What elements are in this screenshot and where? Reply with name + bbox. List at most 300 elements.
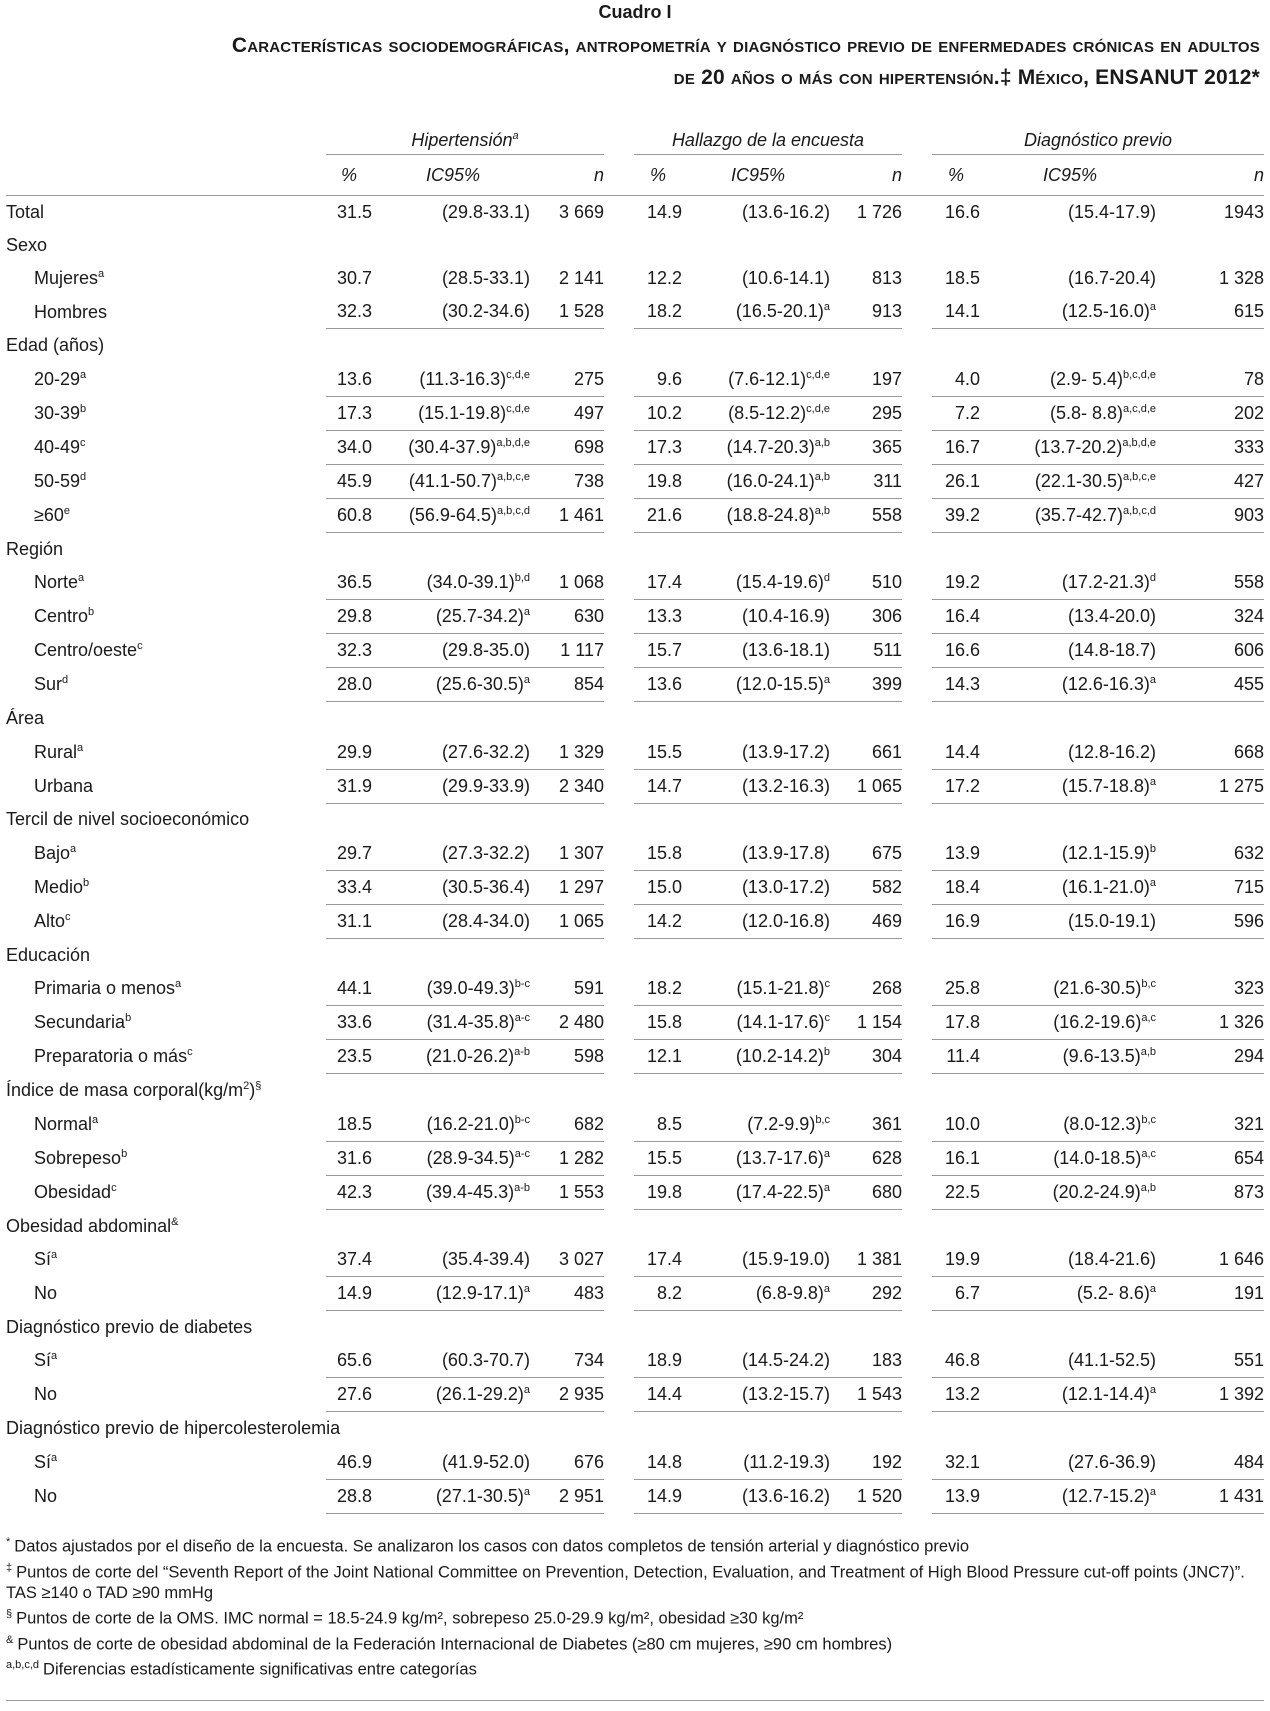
column-gap bbox=[604, 769, 634, 803]
cell-n: 304 bbox=[834, 1040, 902, 1074]
row-label: No bbox=[34, 1283, 58, 1304]
cell-ci: (16.7-20.4) bbox=[1067, 268, 1157, 289]
column-gap bbox=[604, 1108, 634, 1142]
column-gap bbox=[604, 1479, 634, 1513]
row-label: Urbana bbox=[34, 775, 94, 796]
cell-pct: 31.1 bbox=[326, 904, 372, 938]
cell-ci: (10.4-16.9) bbox=[682, 600, 834, 634]
cell-pct: 16.4 bbox=[932, 600, 980, 634]
row-label: Alto$^c$ bbox=[34, 911, 71, 932]
row-label: Obesidad$^c$ bbox=[34, 1181, 117, 1202]
row-label: Índice de masa $corporal(kg/m^2)^\S$ bbox=[6, 1080, 262, 1101]
cell-n: 715 bbox=[1160, 870, 1264, 904]
cell-ci: (28.5-33.1) bbox=[441, 268, 530, 289]
cell-ci: (13.2-15.7) bbox=[682, 1378, 834, 1412]
row-label: Secundaria$^b$ bbox=[34, 1012, 132, 1033]
cell-n: 2 935 bbox=[534, 1378, 604, 1412]
cell-pct: 12.1 bbox=[634, 1040, 682, 1074]
header-group-diagnostico: Diagnóstico previo bbox=[932, 126, 1264, 155]
header-pct-1: % bbox=[340, 164, 357, 185]
cell-ci: $(41.1-50.7)^{a,b,c,e}$ bbox=[372, 464, 534, 498]
cell-pct: 17.3 bbox=[634, 430, 682, 464]
column-gap bbox=[604, 736, 634, 770]
cell-ci: (13.9-17.8) bbox=[682, 837, 834, 871]
cell-ci: $(25.6-30.5)^a$ bbox=[372, 668, 534, 702]
cell-n: 295 bbox=[834, 396, 902, 430]
cell-pct: 44.1 bbox=[326, 972, 372, 1006]
table-body bbox=[6, 126, 1264, 1513]
cell-ci: $(56.9-64.5)^{a,b,c,d}$ bbox=[372, 498, 534, 532]
cell-pct: 11.4 bbox=[932, 1040, 980, 1074]
cell-pct: 29.9 bbox=[326, 736, 372, 770]
cell-n: 361 bbox=[834, 1108, 902, 1142]
column-gap bbox=[902, 769, 932, 803]
cell-pct: 33.4 bbox=[326, 870, 372, 904]
cell-n: 275 bbox=[534, 362, 604, 396]
cell-n: 306 bbox=[834, 600, 902, 634]
table-group-row bbox=[6, 803, 1264, 837]
column-gap bbox=[604, 634, 634, 668]
header-row-groups bbox=[6, 126, 1264, 155]
column-gap bbox=[604, 430, 634, 464]
cell-pct: 19.2 bbox=[932, 566, 980, 600]
cell-pct: 34.0 bbox=[326, 430, 372, 464]
group-filler bbox=[326, 532, 1264, 566]
cell-pct: 28.8 bbox=[326, 1479, 372, 1513]
cell-ci: (18.4-21.6) bbox=[980, 1243, 1160, 1277]
cell-pct: 29.7 bbox=[326, 837, 372, 871]
cell-pct: 18.9 bbox=[634, 1344, 682, 1378]
cell-ci: (12.8-16.2) bbox=[980, 736, 1160, 770]
cell-n: 854 bbox=[534, 668, 604, 702]
row-label: Diagnóstico previo de hipercolesterolemia bbox=[6, 1418, 341, 1439]
cell-pct: 6.7 bbox=[932, 1277, 980, 1311]
cell-n: 2 141 bbox=[558, 268, 604, 289]
column-gap bbox=[902, 668, 932, 702]
header-n-3: n bbox=[1254, 164, 1265, 185]
cell-n: 596 bbox=[1160, 904, 1264, 938]
cell-n: 1 326 bbox=[1160, 1006, 1264, 1040]
cell-pct: 13.2 bbox=[932, 1378, 980, 1412]
cell-pct: 14.9 bbox=[634, 196, 682, 230]
table-row bbox=[6, 196, 1264, 230]
cell-n: 483 bbox=[534, 1277, 604, 1311]
cell-n: 668 bbox=[1160, 736, 1264, 770]
column-gap bbox=[604, 1175, 634, 1209]
cell-ci: (13.0-17.2) bbox=[682, 870, 834, 904]
column-gap bbox=[902, 566, 932, 600]
cell-ci: $(12.0-15.5)^a$ bbox=[682, 668, 834, 702]
cell-n: 606 bbox=[1160, 634, 1264, 668]
header-n-2: n bbox=[892, 164, 903, 185]
row-label: $Sí^a$ bbox=[34, 1249, 58, 1270]
cell-ci: (29.8-35.0) bbox=[372, 634, 534, 668]
group-filler bbox=[326, 329, 1264, 363]
row-label: Hombres bbox=[34, 301, 108, 322]
cell-n: 591 bbox=[534, 972, 604, 1006]
cell-n: 202 bbox=[1160, 396, 1264, 430]
cell-n: 1 275 bbox=[1160, 769, 1264, 803]
cell-n: 680 bbox=[834, 1175, 902, 1209]
cell-n: 1 726 bbox=[834, 196, 902, 230]
cell-n: 1 068 bbox=[534, 566, 604, 600]
cell-pct: 14.4 bbox=[634, 1378, 682, 1412]
row-label: Total bbox=[6, 196, 326, 230]
row-label: No bbox=[34, 1384, 58, 1405]
cell-n: 654 bbox=[1160, 1141, 1264, 1175]
column-gap bbox=[902, 362, 932, 396]
table-group-row bbox=[6, 1209, 1264, 1243]
column-gap bbox=[902, 634, 932, 668]
cell-ci: $(26.1-29.2)^a$ bbox=[372, 1378, 534, 1412]
cell-ci: (30.5-36.4) bbox=[372, 870, 534, 904]
cell-pct: 26.1 bbox=[932, 464, 980, 498]
cell-n: 1 528 bbox=[534, 295, 604, 329]
cell-ci: (13.9-17.2) bbox=[682, 736, 834, 770]
cell-n: 1 381 bbox=[834, 1243, 902, 1277]
cell-ci: (15.9-19.0) bbox=[682, 1243, 834, 1277]
table-row bbox=[6, 600, 1264, 634]
cell-n: 1 646 bbox=[1160, 1243, 1264, 1277]
cell-n: 661 bbox=[834, 736, 902, 770]
cell-ci: $(13.7-17.6)^a$ bbox=[682, 1141, 834, 1175]
cell-ci: $(17.2-21.3)^d$ bbox=[980, 566, 1160, 600]
cell-n: 558 bbox=[1160, 566, 1264, 600]
header-pct-3: % bbox=[948, 164, 965, 185]
cell-pct: 18.2 bbox=[634, 972, 682, 1006]
footnote: § Puntos de corte de la OMS. IMC normal = 18.5-24.9 kg/m², sobrepeso 25.0-29.9 kg/m², obesidad ≥30 kg/m² bbox=[6, 1608, 804, 1628]
cell-ci: $(16.2-21.0)^{b-c}$ bbox=[372, 1108, 534, 1142]
cell-ci: $(15.7-18.8)^a$ bbox=[980, 769, 1160, 803]
table-caption: Cuadro I bbox=[598, 2, 672, 22]
cell-ci: $(12.1-14.4)^a$ bbox=[980, 1378, 1160, 1412]
column-gap bbox=[902, 1108, 932, 1142]
cell-n: 698 bbox=[534, 430, 604, 464]
cell-pct: 42.3 bbox=[326, 1175, 372, 1209]
cell-pct: 15.0 bbox=[634, 870, 682, 904]
cell-n: 455 bbox=[1160, 668, 1264, 702]
cell-pct: 32.3 bbox=[326, 295, 372, 329]
cell-n: 1 117 bbox=[534, 634, 604, 668]
table-row bbox=[6, 362, 1264, 396]
column-gap bbox=[902, 1378, 932, 1412]
cell-ci: $(12.5-16.0)^a$ bbox=[980, 295, 1160, 329]
group-filler bbox=[326, 1412, 1264, 1446]
column-gap bbox=[902, 1243, 932, 1277]
table-row bbox=[6, 870, 1264, 904]
cell-pct: 18.4 bbox=[932, 870, 980, 904]
header-ci-1: IC95% bbox=[425, 164, 481, 185]
table-title bbox=[20, 30, 1260, 94]
cell-pct: 8.2 bbox=[634, 1277, 682, 1311]
cell-pct: 15.8 bbox=[634, 837, 682, 871]
row-label: Área bbox=[6, 708, 45, 729]
group-filler bbox=[326, 939, 1264, 973]
table-row bbox=[6, 1344, 1264, 1378]
cell-pct: 21.6 bbox=[634, 498, 682, 532]
cell-n: 399 bbox=[834, 668, 902, 702]
column-gap bbox=[902, 1006, 932, 1040]
cell-ci: (41.1-52.5) bbox=[980, 1344, 1160, 1378]
cell-n: 676 bbox=[534, 1445, 604, 1479]
cell-n: 873 bbox=[1160, 1175, 1264, 1209]
cell-pct: 17.8 bbox=[932, 1006, 980, 1040]
column-gap bbox=[902, 464, 932, 498]
cell-n: 738 bbox=[534, 464, 604, 498]
cell-pct: 18.2 bbox=[634, 295, 682, 329]
column-gap bbox=[604, 498, 634, 532]
cell-ci: $(14.1-17.6)^c$ bbox=[682, 1006, 834, 1040]
column-gap bbox=[604, 196, 634, 230]
cell-n: 632 bbox=[1160, 837, 1264, 871]
cell-ci: $(12.7-15.2)^a$ bbox=[980, 1479, 1160, 1513]
row-label: Normal$^a$ bbox=[34, 1113, 99, 1134]
column-gap bbox=[604, 600, 634, 634]
cell-ci: (60.3-70.7) bbox=[372, 1344, 534, 1378]
cell-n: 598 bbox=[534, 1040, 604, 1074]
cell-ci: $(34.0-39.1)^{b,d}$ bbox=[372, 566, 534, 600]
cell-n: 292 bbox=[834, 1277, 902, 1311]
cell-n: 813 bbox=[871, 268, 903, 289]
row-label: Diagnóstico previo de diabetes bbox=[6, 1316, 253, 1337]
column-gap bbox=[604, 362, 634, 396]
cell-n: 1 431 bbox=[1160, 1479, 1264, 1513]
group-filler bbox=[326, 702, 1264, 736]
cell-n: 551 bbox=[1160, 1344, 1264, 1378]
table-row bbox=[6, 736, 1264, 770]
row-label: 50-59$^d$ bbox=[34, 470, 87, 491]
row-label: Centro/oeste$^c$ bbox=[34, 640, 143, 661]
table-row bbox=[6, 262, 1264, 295]
column-gap bbox=[902, 904, 932, 938]
column-gap bbox=[604, 870, 634, 904]
group-filler bbox=[326, 1311, 1264, 1345]
column-gap bbox=[604, 464, 634, 498]
column-gap bbox=[604, 1378, 634, 1412]
cell-ci: $(28.9-34.5)^{a-c}$ bbox=[372, 1141, 534, 1175]
cell-n: 630 bbox=[534, 600, 604, 634]
column-gap bbox=[604, 295, 634, 329]
footnote: & Puntos de corte de obesidad abdominal de la Federación Internacional de Diabetes (≥80 cm mujeres, ≥90 cm hombres) bbox=[6, 1633, 893, 1653]
column-gap bbox=[604, 1141, 634, 1175]
cell-n: 192 bbox=[834, 1445, 902, 1479]
cell-n: 913 bbox=[834, 295, 902, 329]
cell-ci: $(16.2-19.6)^{a,c}$ bbox=[980, 1006, 1160, 1040]
group-filler bbox=[326, 803, 1264, 837]
cell-n: 1 520 bbox=[834, 1479, 902, 1513]
column-gap bbox=[902, 498, 932, 532]
cell-ci: $(15.1-21.8)^c$ bbox=[682, 972, 834, 1006]
column-gap bbox=[604, 396, 634, 430]
table-group-row bbox=[6, 532, 1264, 566]
cell-ci: $(7.2-9.9)^{b,c}$ bbox=[682, 1108, 834, 1142]
column-gap bbox=[604, 262, 634, 295]
table-row bbox=[6, 837, 1264, 871]
cell-ci: $(7.6-12.1)^{c,d,e}$ bbox=[682, 362, 834, 396]
cell-n: 903 bbox=[1160, 498, 1264, 532]
cell-n: 1 392 bbox=[1160, 1378, 1264, 1412]
cell-pct: 9.6 bbox=[634, 362, 682, 396]
header-row-columns bbox=[6, 155, 1264, 196]
cell-ci: $(39.4-45.3)^{a-b}$ bbox=[372, 1175, 534, 1209]
column-gap bbox=[902, 1479, 932, 1513]
cell-n: 484 bbox=[1160, 1445, 1264, 1479]
group-filler bbox=[326, 229, 1264, 262]
cell-pct: 29.8 bbox=[326, 600, 372, 634]
cell-ci: (5.2- 8.6)$^a$ bbox=[980, 1277, 1160, 1311]
cell-ci: (28.4-34.0) bbox=[372, 904, 534, 938]
cell-pct: 8.5 bbox=[634, 1108, 682, 1142]
cell-pct: 14.7 bbox=[634, 769, 682, 803]
cell-pct: 33.6 bbox=[326, 1006, 372, 1040]
column-gap bbox=[604, 1344, 634, 1378]
header-ci-3: IC95% bbox=[1043, 164, 1098, 185]
cell-n: 1 065 bbox=[834, 769, 902, 803]
cell-pct: 32.3 bbox=[326, 634, 372, 668]
cell-pct: 17.4 bbox=[634, 1243, 682, 1277]
cell-pct: 13.3 bbox=[634, 600, 682, 634]
cell-n: 1 553 bbox=[534, 1175, 604, 1209]
cell-n: 323 bbox=[1160, 972, 1264, 1006]
cell-pct: 15.5 bbox=[634, 736, 682, 770]
cell-pct: 25.8 bbox=[932, 972, 980, 1006]
column-gap bbox=[902, 262, 932, 295]
cell-pct: 17.3 bbox=[326, 396, 372, 430]
table-group-row bbox=[6, 329, 1264, 363]
row-label: $\ge 60^e$ bbox=[34, 504, 71, 525]
cell-pct: 13.6 bbox=[634, 668, 682, 702]
cell-n: 1 154 bbox=[834, 1006, 902, 1040]
cell-n: 268 bbox=[834, 972, 902, 1006]
table-group-row bbox=[6, 1074, 1264, 1108]
cell-pct: 46.9 bbox=[326, 1445, 372, 1479]
cell-ci: $(20.2-24.9)^{a,b}$ bbox=[980, 1175, 1160, 1209]
column-gap bbox=[902, 1344, 932, 1378]
cell-ci: (13.6-16.2) bbox=[682, 196, 834, 230]
cell-ci: (13.4-20.0) bbox=[980, 600, 1160, 634]
cell-pct: 32.1 bbox=[932, 1445, 980, 1479]
column-gap bbox=[604, 972, 634, 1006]
table-row bbox=[6, 498, 1264, 532]
row-label: Tercil de nivel socioeconómico bbox=[6, 809, 250, 830]
title-line-1: Características sociodemográficas, antropometría y diagnóstico previo de enfermedades crónicas en adultos bbox=[231, 34, 1260, 57]
cell-pct: 65.6 bbox=[326, 1344, 372, 1378]
cell-n: 197 bbox=[834, 362, 902, 396]
cell-pct: 17.4 bbox=[634, 566, 682, 600]
cell-n: 2 951 bbox=[534, 1479, 604, 1513]
cell-ci: $(10.2-14.2)^b$ bbox=[682, 1040, 834, 1074]
cell-pct: 31.5 bbox=[326, 196, 372, 230]
cell-ci: (12.0-16.8) bbox=[682, 904, 834, 938]
row-label: Rural$^a$ bbox=[34, 741, 84, 762]
table-row bbox=[6, 430, 1264, 464]
cell-ci: $(39.0-49.3)^{b-c}$ bbox=[372, 972, 534, 1006]
table-row bbox=[6, 1141, 1264, 1175]
header-n-1: n bbox=[593, 164, 604, 185]
table-row bbox=[6, 668, 1264, 702]
cell-pct: 27.6 bbox=[326, 1378, 372, 1412]
row-label: Edad (años) bbox=[6, 335, 105, 356]
data-table-wrapper bbox=[6, 126, 1264, 1514]
cell-pct: 19.8 bbox=[634, 1175, 682, 1209]
table-row bbox=[6, 904, 1264, 938]
cell-pct: 46.8 bbox=[932, 1344, 980, 1378]
cell-n: 3 669 bbox=[534, 196, 604, 230]
cell-n: 628 bbox=[834, 1141, 902, 1175]
cell-pct: 7.2 bbox=[932, 396, 980, 430]
cell-pct: 14.9 bbox=[326, 1277, 372, 1311]
cell-pct: 31.9 bbox=[326, 769, 372, 803]
cell-ci: (5.8- 8.8)$^{a,c,d,e}$ bbox=[980, 396, 1160, 430]
header-group-hallazgo: Hallazgo de la encuesta bbox=[634, 126, 902, 155]
header-group-hipertension: Hipertensión$^a$ bbox=[326, 126, 604, 155]
cell-pct: 23.5 bbox=[326, 1040, 372, 1074]
row-label: Sur$^d$ bbox=[34, 674, 69, 695]
cell-ci: $(9.6-13.5)^{a,b}$ bbox=[980, 1040, 1160, 1074]
cell-pct: 14.2 bbox=[634, 904, 682, 938]
cell-pct: 28.0 bbox=[326, 668, 372, 702]
cell-n: 191 bbox=[1160, 1277, 1264, 1311]
column-gap bbox=[604, 1277, 634, 1311]
cell-n: 582 bbox=[834, 870, 902, 904]
row-label: Educación bbox=[6, 944, 91, 965]
table-group-row bbox=[6, 939, 1264, 973]
cell-ci: (11.2-19.3) bbox=[682, 1445, 834, 1479]
header-ci-2: IC95% bbox=[730, 164, 786, 185]
column-gap bbox=[604, 668, 634, 702]
footnote: $^{a,b,c,d}$ Diferencias estadísticamente significativas entre categorías bbox=[6, 1659, 477, 1679]
column-gap bbox=[902, 870, 932, 904]
table-group-row bbox=[6, 1311, 1264, 1345]
bottom-rule bbox=[6, 1700, 1264, 1701]
table-row bbox=[6, 1108, 1264, 1142]
cell-ci: (15.0-19.1) bbox=[980, 904, 1160, 938]
cell-ci: (13.6-16.2) bbox=[682, 1479, 834, 1513]
cell-n: 1 461 bbox=[534, 498, 604, 532]
cell-n: 1 282 bbox=[534, 1141, 604, 1175]
column-gap bbox=[902, 396, 932, 430]
table-row bbox=[6, 972, 1264, 1006]
cell-ci: $(11.3-16.3)^{c,d,e}$ bbox=[372, 362, 534, 396]
cell-ci: (27.6-36.9) bbox=[980, 1445, 1160, 1479]
column-gap bbox=[902, 837, 932, 871]
table-group-row bbox=[6, 1412, 1264, 1446]
cell-pct: 31.6 bbox=[326, 1141, 372, 1175]
row-label: Norte$^a$ bbox=[34, 572, 85, 593]
cell-ci: (27.3-32.2) bbox=[372, 837, 534, 871]
cell-ci: $(14.7-20.3)^{a,b}$ bbox=[682, 430, 834, 464]
cell-pct: 16.6 bbox=[932, 196, 980, 230]
table-row bbox=[6, 1378, 1264, 1412]
cell-pct: 16.1 bbox=[932, 1141, 980, 1175]
table-group-row bbox=[6, 229, 1264, 262]
cell-pct: 18.5 bbox=[944, 268, 981, 289]
row-label: 20-29$^a$ bbox=[34, 368, 87, 389]
cell-pct: 39.2 bbox=[932, 498, 980, 532]
cell-pct: 15.7 bbox=[634, 634, 682, 668]
cell-n: 497 bbox=[534, 396, 604, 430]
footnote: * Datos ajustados por el diseño de la encuesta. Se analizaron los casos con datos completos de tensión arterial y diagnóstico previo bbox=[6, 1536, 970, 1556]
cell-ci: $(17.4-22.5)^a$ bbox=[682, 1175, 834, 1209]
table-row bbox=[6, 634, 1264, 668]
row-label: Sobrepeso$^b$ bbox=[34, 1147, 128, 1168]
cell-pct: 45.9 bbox=[326, 464, 372, 498]
cell-n: 510 bbox=[834, 566, 902, 600]
footnotes bbox=[6, 1532, 1264, 1681]
table-row bbox=[6, 396, 1264, 430]
cell-pct: 14.9 bbox=[634, 1479, 682, 1513]
cell-n: 333 bbox=[1160, 430, 1264, 464]
